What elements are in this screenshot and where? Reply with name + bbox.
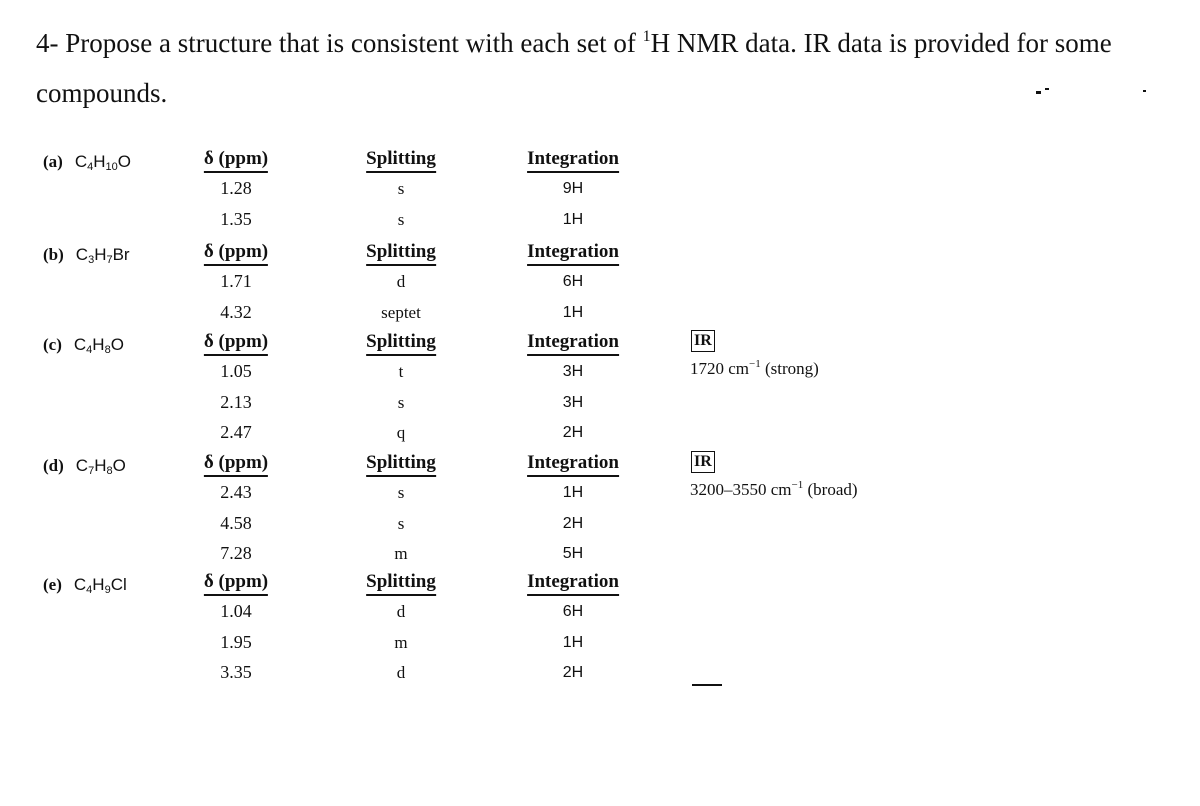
integration-header: Integration [527,241,619,266]
formula-part: O [117,152,131,171]
splitting-header: Splitting [366,331,436,356]
splitting-header: Splitting [366,148,436,173]
integration-value: 3H [562,393,584,411]
compound-label [43,152,131,173]
chemical-shift: 4.32 [220,301,252,322]
compound-label [43,335,124,356]
splitting-pattern: s [397,179,405,198]
chemical-shift: 1.04 [220,601,252,621]
formula-part: 10 [105,161,118,173]
scan-mark [1143,90,1146,92]
compound-letter: (e) [43,575,62,594]
question-text [36,18,1166,118]
integration-value: 2H [562,514,584,532]
ir-wavenumber: 3200–3550 cm [690,480,792,499]
splitting-header: Splitting [366,571,436,596]
chemical-shift: 2.13 [220,391,252,412]
integration-header: Integration [527,452,619,477]
formula-part: 7 [88,465,95,477]
compound-label [43,245,130,266]
question-suffix: H NMR data. IR data is provided for some compounds. [36,28,1112,108]
shift-header: δ (ppm) [204,331,268,356]
formula-part: H [92,575,105,594]
chemical-shift: 2.47 [220,422,252,442]
chemical-shift: 7.28 [220,543,252,563]
compound-letter: (c) [43,335,62,354]
formula-part: C [73,335,87,354]
question-superscript: 1 [642,28,651,45]
integration-value: 1H [562,303,584,321]
compound-letter: (d) [43,456,64,475]
scan-mark [1045,88,1049,90]
ir-wavenumber: 1720 cm [690,359,750,378]
integration-value: 3H [562,363,584,380]
chemical-shift: 1.71 [220,271,252,291]
formula-part: Br [112,245,130,264]
scan-mark [692,684,722,686]
splitting-pattern: septet [381,302,421,322]
integration-value: 1H [562,210,584,228]
ir-value [690,480,858,500]
shift-header: δ (ppm) [204,571,268,596]
chemical-shift: 3.35 [220,662,252,682]
integration-value: 6H [562,603,584,620]
integration-value: 2H [562,664,584,681]
formula-part: 4 [86,584,93,596]
shift-header: δ (ppm) [204,148,268,173]
formula-part: H [94,245,107,264]
ir-value [690,359,819,379]
splitting-pattern: s [397,392,405,412]
integration-header: Integration [527,571,619,596]
splitting-pattern: q [396,423,406,442]
compound-label [43,456,126,477]
integration-value: 2H [562,424,584,441]
molecular-formula [74,575,127,594]
formula-part: 4 [87,161,94,173]
molecular-formula [76,245,130,264]
formula-part: C [75,456,89,475]
molecular-formula [76,456,126,475]
splitting-pattern: d [396,602,406,621]
integration-value: 5H [562,545,584,562]
integration-header: Integration [527,331,619,356]
splitting-header: Splitting [366,241,436,266]
formula-part: O [110,335,124,354]
formula-part: C [74,152,88,171]
shift-header: δ (ppm) [204,452,268,477]
integration-header: Integration [527,148,619,173]
formula-part: H [93,152,106,171]
integration-value: 1H [562,484,584,501]
molecular-formula [74,335,124,354]
formula-part: 4 [86,344,93,356]
chemical-shift: 1.28 [220,178,252,198]
chemical-shift: 1.35 [220,208,252,229]
chemical-shift: 2.43 [220,482,252,502]
splitting-header: Splitting [366,452,436,477]
compound-letter: (a) [43,152,63,171]
integration-value: 9H [562,180,584,197]
chemical-shift: 4.58 [220,512,252,533]
ir-note: (strong) [760,359,819,378]
integration-value: 1H [562,633,584,651]
formula-part: O [112,456,126,475]
chemical-shift: 1.05 [220,361,252,381]
scan-mark [1036,91,1041,94]
splitting-pattern: t [398,362,404,381]
splitting-pattern: s [397,209,405,229]
molecular-formula [75,152,131,171]
splitting-pattern: d [396,272,406,291]
ir-exponent: −1 [749,358,761,370]
splitting-pattern: s [397,483,405,502]
formula-part: 8 [104,344,111,356]
question-prefix: 4- Propose a structure that is consistent with each set of [36,28,643,58]
formula-part: 3 [88,254,95,266]
splitting-pattern: s [397,513,405,533]
formula-part: C [75,245,89,264]
shift-header: δ (ppm) [204,241,268,266]
formula-part: Cl [110,575,127,594]
ir-label: IR [691,451,715,473]
splitting-pattern: d [396,663,406,682]
formula-part: C [73,575,87,594]
integration-value: 6H [562,273,584,290]
splitting-pattern: m [394,632,408,652]
compound-letter: (b) [43,245,64,264]
compound-label [43,575,127,596]
formula-part: H [92,335,105,354]
chemical-shift: 1.95 [220,631,252,652]
ir-exponent: −1 [791,479,804,491]
formula-part: 9 [104,584,111,596]
ir-note: (broad) [803,480,858,499]
formula-part: 8 [106,465,113,477]
splitting-pattern: m [394,544,408,563]
ir-label: IR [691,330,715,352]
formula-part: H [94,456,107,475]
formula-part: 7 [106,254,113,266]
